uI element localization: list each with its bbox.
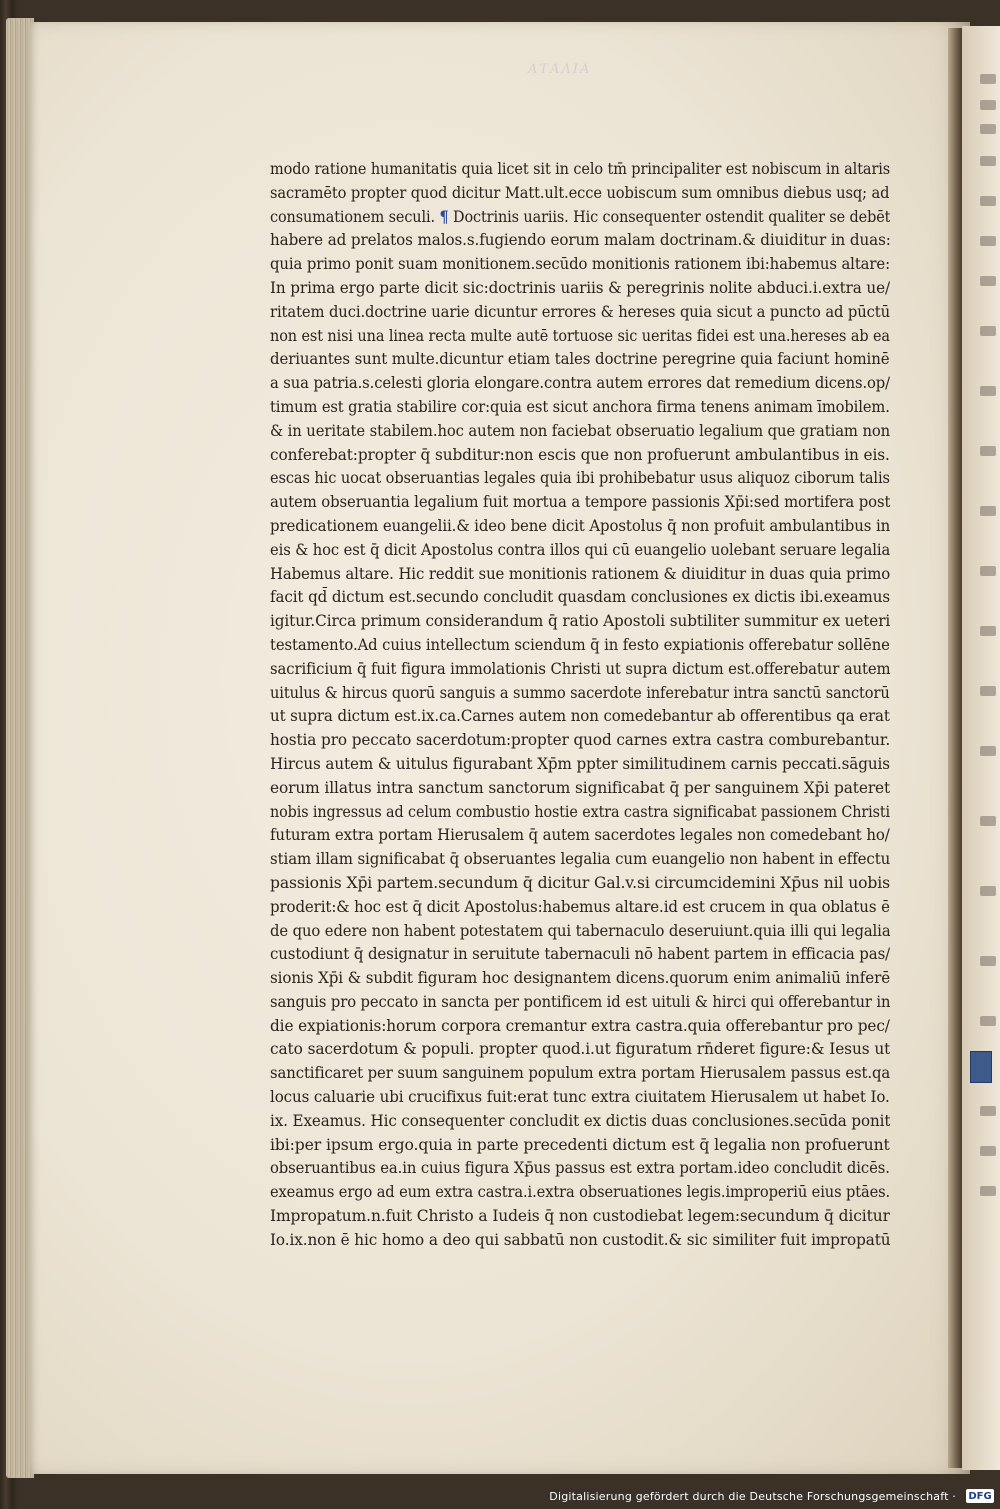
text-line: ritatem duci.doctrine uarie dicuntur errores & hereses quia sicut a puncto ad pūctū <box>270 302 891 321</box>
text-line: proderit:& hoc est q̄ dicit Apostolus:habemus altare.id est crucem in qua oblatus ē <box>270 897 890 916</box>
text-line: ibi:per ipsum ergo.quia in parte precedenti dictum est q̄ legalia non profuerunt <box>270 1135 890 1154</box>
text-line: autem obseruantia legalium fuit mortua a tempore passionis Xp̄i:sed mortifera post <box>270 493 891 512</box>
bookmark-tab <box>970 1051 992 1083</box>
text-line: sacramēto propter quod dicitur Matt.ult.ecce uobiscum sum omnibus diebus usq; ad <box>270 183 890 202</box>
text-line: conferebat:propter q̄ subditur:non escis que non profuerunt ambulantibus in eis. <box>270 445 890 464</box>
text-line: ix. Exeamus. Hic consequenter concludit ex dictis duas conclusiones.secūda ponit <box>270 1111 890 1130</box>
text-line: obseruantibus ea.in cuius figura Xp̄us passus est extra portam.ideo concludit dicēs. <box>270 1159 890 1178</box>
text-line: custodiunt q̄ designatur in seruitute tabernaculi nō habent partem in efficacia pas/ <box>270 945 890 964</box>
text-line: testamento.Ad cuius intellectum sciendum q̄ in festo expiationis offerebatur sollēne <box>270 635 890 654</box>
text-line: uitulus & hircus quorū sanguis a summo sacerdote inferebatur intra sanctū sanctorū <box>270 683 890 702</box>
text-line: predicationem euangelii.& ideo bene dicit Apostolus q̄ non profuit ambulantibus in <box>270 516 890 535</box>
text-line: ut supra dictum est.ix.ca.Carnes autem non comedebantur ab offerentibus qa erat <box>270 707 890 726</box>
text-line: habere ad prelatos malos.s.fugiendo eorum malam doctrinam.& diuiditur in duas: <box>270 231 891 250</box>
text-column <box>270 158 910 1253</box>
text-line: hostia pro peccato sacerdotum:propter quod carnes extra castra comburebantur. <box>270 731 890 750</box>
footer-credit <box>545 1487 994 1505</box>
text-line: passionis Xp̄i partem.secundum q̄ dicitur Gal.v.si circumcidemini Xp̄us nil uobis <box>270 873 890 892</box>
footer-text: Digitalisierung gefördert durch die Deutsche Forschungsgemeinschaft · <box>545 1490 960 1503</box>
text-line: Io.ix.non ē hic homo a deo qui sabbatū non custodit.& sic similiter fuit impropatū <box>270 1230 891 1249</box>
text-line: sanguis pro peccato in sancta per pontificem id est uituli & hirci qui offerebantur in <box>270 992 891 1011</box>
text-line: locus caluarie ubi crucifixus fuit:erat tunc extra ciuitatem Hierusalem ut habet Io. <box>270 1088 890 1107</box>
text-line: Habemus altare. Hic reddit sue monitionis rationem & diuiditur in duas quia primo <box>270 564 891 583</box>
text-line: Hircus autem & uitulus figurabant Xp̄m ppter similitudinem carnis peccati.sāguis <box>270 754 890 773</box>
text-line: In prima ergo parte dicit sic:doctrinis uariis & peregrinis nolite abduci.i.extra ue/ <box>270 278 890 297</box>
text-line: sacrificium q̄ fuit figura immolationis Christi ut supra dictum est.offerebatur autem <box>270 659 891 678</box>
text-line: timum est gratia stabilire cor:quia est sicut anchora firma tenens animam īmobilem. <box>270 397 890 416</box>
facing-page-edge <box>962 26 1000 1470</box>
text-line: eis & hoc est q̄ dicit Apostolus contra illos qui cū euangelio uolebant seruare legalia <box>270 540 890 559</box>
text-line: sionis Xp̄i & subdit figuram hoc designantem dicens.quorum enim animaliū inferē <box>270 969 890 988</box>
text-line: futuram extra portam Hierusalem q̄ autem sacerdotes legales non comedebant ho/ <box>270 826 890 845</box>
text-line: igitur.Circa primum considerandum q̄ ratio Apostoli subtiliter summitur ex ueteri <box>270 612 891 631</box>
text-line: deriuantes sunt multe.dicuntur etiam tales doctrine peregrine quia faciunt hominē <box>270 350 890 369</box>
pilcrow-mark: ¶ <box>439 207 449 226</box>
text-line: stiam illam significabat q̄ obseruantes legalia cum euangelio non habent in effectu <box>270 850 890 869</box>
text-line: exeamus ergo ad eum extra castra.i.extra obseruationes legis.improperiū eius ptāes. <box>270 1183 890 1202</box>
text-line: sanctificaret per suum sanguinem populum extra portam Hierusalem passus est.qa <box>270 1064 890 1083</box>
text-line: consumationem seculi. ¶ Doctrinis uariis. Hic consequenter ostendit qualiter se debēt <box>270 207 890 226</box>
text-line: a sua patria.s.celesti gloria elongare.contra autem errores dat remedium dicens.op/ <box>270 374 890 393</box>
text-line: facit qd̄ dictum est.secundo concludit quasdam conclusiones ex dictis ibi.exeamus <box>270 588 890 607</box>
text-line: de quo edere non habent potestatem qui tabernaculo deseruiunt.quia illi qui legalia <box>270 921 891 940</box>
text-line: quia primo ponit suam monitionem.secūdo monitionis rationem ibi:habemus altare: <box>270 255 890 274</box>
text-line: escas hic uocat obseruantias legales quia ibi prohibebatur usus aliquoz ciborum talis <box>270 469 890 488</box>
text-line: modo ratione humanitatis quia licet sit in celo tm̄ principaliter est nobiscum in altaris <box>270 160 890 178</box>
text-line: Impropatum.n.fuit Christo a Iudeis q̄ non custodiebat legem:secundum q̄ dicitur <box>270 1207 890 1226</box>
dfg-logo-icon: DFG <box>966 1489 994 1503</box>
text-line: non est nisi una linea recta multe autē tortuose sic ueritas fidei est una.hereses ab ea <box>270 326 890 345</box>
text-line: cato sacerdotum & populi. propter quod.i.ut figuratum rn̄deret figure:& Iesus ut <box>270 1040 890 1059</box>
text-line: eorum illatus intra sanctum sanctorum significabat q̄ per sanguinem Xp̄i pateret <box>270 778 890 797</box>
text-line: nobis ingressus ad celum combustio hostie extra castra significabat passionem Christi <box>270 802 891 821</box>
text-line: & in ueritate stabilem.hoc autem non faciebat obseruatio legalium que gratiam non <box>270 421 891 440</box>
text-line: die expiationis:horum corpora cremantur extra castra.quia offerebantur pro pec/ <box>270 1016 890 1035</box>
running-head: ΑΤΑΛΙΑ <box>528 62 592 77</box>
